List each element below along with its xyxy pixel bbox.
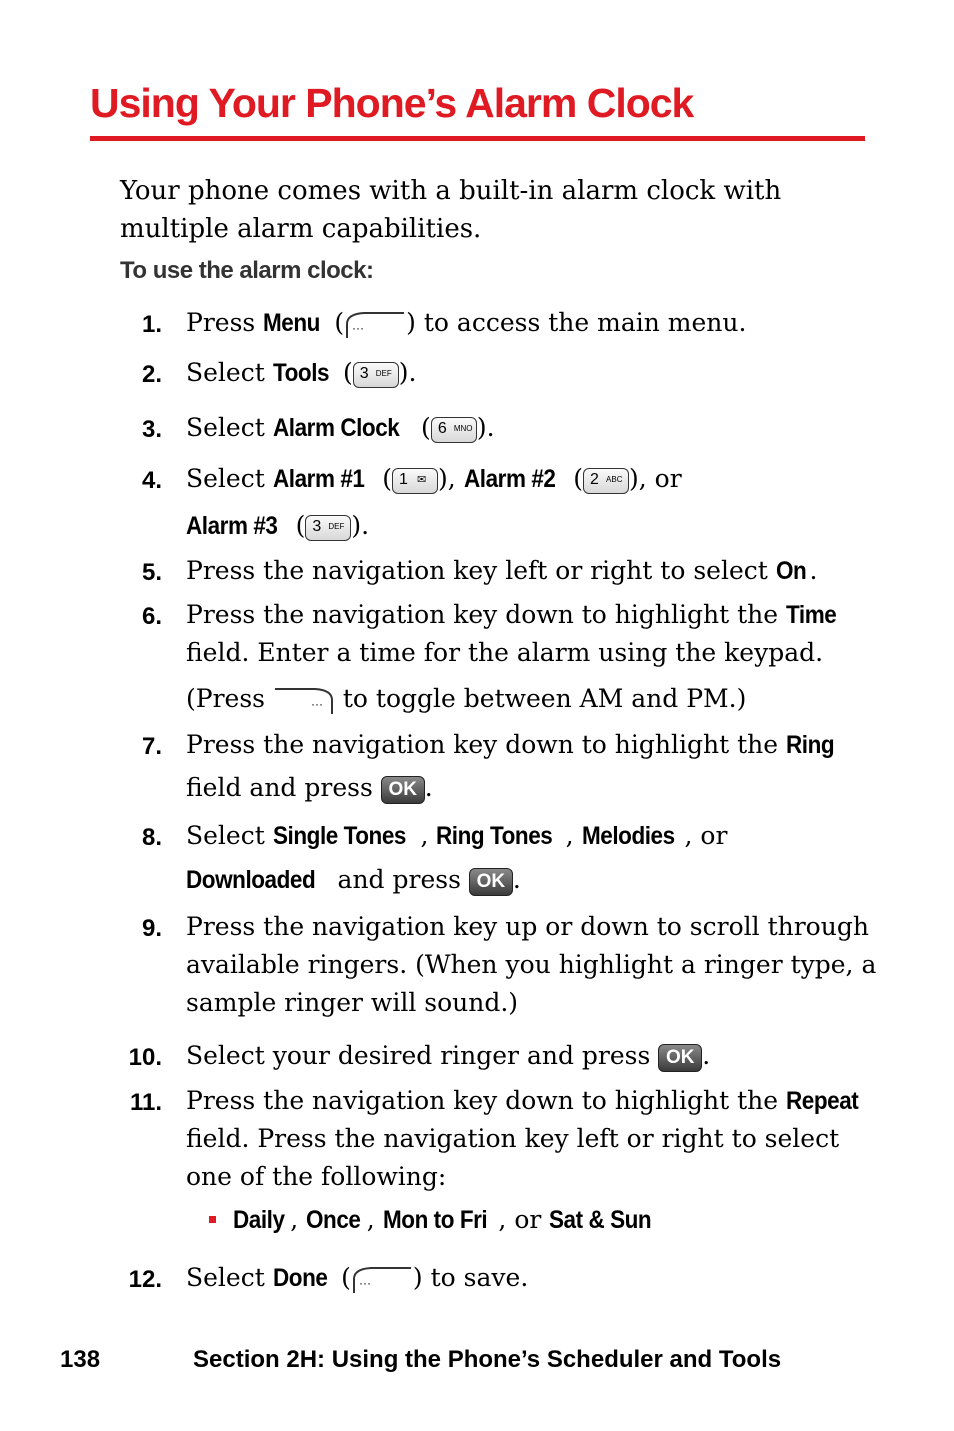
step-text: (Press	[186, 684, 273, 713]
step-text: .	[424, 773, 433, 802]
step-4-continued	[186, 511, 369, 541]
alarm-1-label: Alarm #1	[272, 465, 365, 493]
option-separator: ,	[290, 1205, 307, 1234]
ring-tones-label: Ring Tones	[436, 822, 553, 850]
step-text: ),	[438, 464, 464, 493]
downloaded-label: Downloaded	[186, 866, 316, 894]
step-text: ), or	[629, 464, 682, 493]
step-text: ) to save.	[412, 1263, 529, 1292]
intro-line-2: multiple alarm capabilities.	[120, 214, 482, 244]
step-text: Select	[186, 1263, 273, 1292]
intro-paragraph	[120, 172, 820, 248]
melodies-label: Melodies	[581, 822, 675, 850]
step-number: 10.	[128, 1044, 162, 1071]
step-text: and press	[329, 865, 469, 894]
step-7-line-2	[186, 773, 433, 804]
step-number: 12.	[128, 1266, 162, 1293]
step-text: ) to access the main menu.	[406, 308, 747, 337]
step-text: (	[335, 358, 353, 387]
step-4	[186, 464, 682, 494]
step-text: Select	[186, 821, 273, 850]
step-text: (	[333, 1263, 351, 1292]
step-3	[186, 413, 495, 443]
on-label: On	[775, 557, 807, 585]
key-6-icon: 6 MNO	[431, 417, 477, 443]
step-number: 8.	[141, 824, 162, 851]
step-text: field and press	[186, 773, 381, 802]
step-text: .	[702, 1041, 711, 1070]
once-option: Once	[306, 1206, 361, 1234]
page-number: 138	[60, 1346, 101, 1373]
step-text: .	[809, 556, 818, 585]
step-1	[186, 308, 746, 340]
step-text: , or	[684, 821, 728, 850]
svg-text:···: ···	[358, 1275, 371, 1290]
intro-line-1: Your phone comes with a built-in alarm clock with	[120, 176, 782, 206]
step-9-line-3: sample ringer will sound.)	[186, 988, 519, 1017]
step-text: to toggle between AM and PM.)	[334, 684, 747, 713]
step-9-line-1: Press the navigation key up or down to scroll through	[186, 912, 869, 941]
option-separator: , or	[498, 1205, 550, 1234]
step-text: ,	[420, 821, 437, 850]
step-11-line-3: one of the following:	[186, 1162, 447, 1191]
repeat-options	[233, 1205, 663, 1235]
step-number: 6.	[141, 603, 162, 630]
step-5	[186, 556, 817, 586]
step-12	[186, 1263, 528, 1295]
step-11-line-2: field. Press the navigation key left or right to select	[186, 1124, 840, 1153]
ok-key-icon: OK	[469, 868, 513, 896]
bullet-icon	[209, 1216, 216, 1223]
step-text: Select your desired ringer and press	[186, 1041, 659, 1070]
step-6-line-2: field. Enter a time for the alarm using the keypad.	[186, 638, 824, 667]
left-softkey-icon	[344, 310, 406, 340]
step-number: 11.	[129, 1089, 162, 1116]
step-text: (	[287, 511, 306, 540]
mon-to-fri-option: Mon to Fri	[382, 1206, 487, 1234]
menu-label: Menu	[263, 309, 321, 337]
step-8-line-2	[186, 865, 521, 896]
done-label: Done	[272, 1264, 328, 1292]
step-number: 2.	[141, 361, 162, 388]
tools-label: Tools	[272, 359, 329, 387]
step-text: (	[374, 464, 393, 493]
alarm-2-label: Alarm #2	[463, 465, 556, 493]
step-text: Select	[186, 464, 273, 493]
title-rule	[90, 136, 865, 141]
key-2-icon: 2 ABC	[583, 468, 629, 494]
key-3-icon: 3 DEF	[305, 515, 351, 541]
step-text: Press the navigation key down to highlight the	[186, 1086, 786, 1115]
step-number: 9.	[141, 915, 162, 942]
step-10	[186, 1041, 710, 1072]
step-6-line-3	[186, 684, 746, 716]
single-tones-label: Single Tones	[272, 822, 406, 850]
key-1-icon: 1 ✉	[392, 468, 438, 494]
ok-key-icon: OK	[381, 776, 425, 804]
sat-sun-option: Sat & Sun	[549, 1206, 652, 1234]
key-3-icon: 3 DEF	[353, 362, 399, 388]
time-label: Time	[785, 601, 837, 629]
step-text: ).	[398, 358, 417, 387]
section-title: Section 2H: Using the Phone’s Scheduler and Tools	[193, 1346, 782, 1373]
repeat-label: Repeat	[785, 1087, 859, 1115]
step-text: ,	[565, 821, 582, 850]
svg-text:···: ···	[352, 320, 365, 335]
step-text: Press the navigation key left or right to select	[186, 556, 776, 585]
step-number: 3.	[141, 416, 162, 443]
left-softkey-icon	[351, 1265, 413, 1295]
step-text: Press the navigation key down to highlight the	[186, 600, 786, 629]
right-softkey-icon	[273, 686, 335, 716]
step-6	[186, 600, 842, 630]
page-title: Using Your Phone’s Alarm Clock	[90, 80, 694, 126]
ok-key-icon: OK	[658, 1044, 702, 1072]
step-text: Select	[186, 413, 273, 442]
step-text: (	[565, 464, 584, 493]
step-text: ).	[476, 413, 495, 442]
step-text: Press	[186, 308, 264, 337]
step-text: (	[413, 413, 431, 442]
alarm-clock-label: Alarm Clock	[272, 414, 400, 442]
step-11	[186, 1086, 866, 1116]
step-number: 7.	[141, 733, 162, 760]
alarm-3-label: Alarm #3	[186, 512, 278, 540]
step-text: (	[326, 308, 345, 337]
procedure-heading: To use the alarm clock:	[120, 257, 374, 284]
step-9-line-2: available ringers. (When you highlight a ringer type, a	[186, 950, 877, 979]
svg-text:···: ···	[310, 696, 323, 711]
step-text: Select	[186, 358, 273, 387]
step-number: 1.	[141, 311, 162, 338]
step-7	[186, 730, 840, 760]
step-2	[186, 358, 416, 388]
step-text: ).	[351, 511, 370, 540]
ring-label: Ring	[785, 731, 835, 759]
step-8	[186, 821, 727, 851]
step-text: Press the navigation key down to highlight the	[186, 730, 786, 759]
step-text: .	[512, 865, 521, 894]
step-number: 4.	[141, 467, 162, 494]
option-separator: ,	[366, 1205, 383, 1234]
daily-option: Daily	[233, 1206, 285, 1234]
step-number: 5.	[141, 559, 162, 586]
